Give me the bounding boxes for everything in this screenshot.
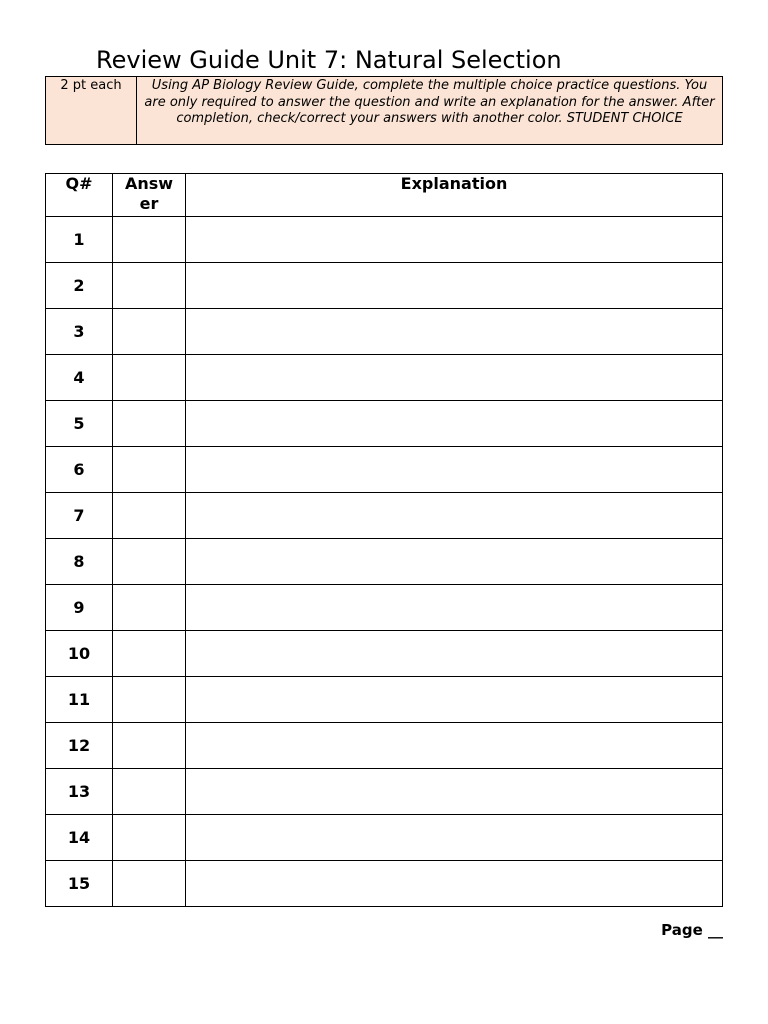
- answer-cell[interactable]: [113, 539, 186, 585]
- table-row: [46, 217, 723, 263]
- answer-cell[interactable]: [113, 861, 186, 907]
- points-cell: 2 pt each: [46, 77, 137, 145]
- table-row: [46, 585, 723, 631]
- answer-cell[interactable]: [113, 263, 186, 309]
- answer-cell[interactable]: [113, 585, 186, 631]
- answer-cell[interactable]: [113, 309, 186, 355]
- table-row: [46, 815, 723, 861]
- header-row: [46, 174, 723, 217]
- answer-cell[interactable]: [113, 447, 186, 493]
- instructions-box: [45, 76, 723, 145]
- answer-table: [45, 173, 723, 907]
- explanation-cell[interactable]: [186, 401, 723, 447]
- answer-cell[interactable]: [113, 815, 186, 861]
- header-question-number: Q#: [46, 174, 113, 217]
- question-number: 4: [46, 355, 113, 401]
- header-explanation: Explanation: [186, 174, 723, 217]
- explanation-cell[interactable]: [186, 355, 723, 401]
- answer-cell[interactable]: [113, 631, 186, 677]
- header-answer: Answ er: [113, 174, 186, 217]
- table-row: [46, 401, 723, 447]
- table-row: [46, 355, 723, 401]
- question-number: 6: [46, 447, 113, 493]
- question-number: 1: [46, 217, 113, 263]
- question-number: 2: [46, 263, 113, 309]
- table-row: [46, 677, 723, 723]
- table-row: [46, 263, 723, 309]
- answer-cell[interactable]: [113, 217, 186, 263]
- question-number: 11: [46, 677, 113, 723]
- table-row: [46, 309, 723, 355]
- explanation-cell[interactable]: [186, 631, 723, 677]
- explanation-cell[interactable]: [186, 447, 723, 493]
- instructions-text: Using AP Biology Review Guide, complete the multiple choice practice questions. You are only required to answer the question and write an explanation for the answer. After completion, check/correct your answers with another color. STUDENT CHOICE: [137, 77, 723, 145]
- table-row: [46, 539, 723, 585]
- question-number: 9: [46, 585, 113, 631]
- explanation-cell[interactable]: [186, 861, 723, 907]
- explanation-cell[interactable]: [186, 815, 723, 861]
- answer-cell[interactable]: [113, 493, 186, 539]
- explanation-cell[interactable]: [186, 769, 723, 815]
- answer-cell[interactable]: [113, 769, 186, 815]
- question-number: 15: [46, 861, 113, 907]
- table-row: [46, 861, 723, 907]
- question-number: 3: [46, 309, 113, 355]
- page-number-label: Page __: [661, 921, 723, 939]
- question-number: 12: [46, 723, 113, 769]
- table-row: [46, 493, 723, 539]
- explanation-cell[interactable]: [186, 677, 723, 723]
- answer-cell[interactable]: [113, 723, 186, 769]
- question-number: 14: [46, 815, 113, 861]
- explanation-cell[interactable]: [186, 217, 723, 263]
- question-number: 13: [46, 769, 113, 815]
- question-number: 8: [46, 539, 113, 585]
- answer-cell[interactable]: [113, 355, 186, 401]
- question-number: 10: [46, 631, 113, 677]
- answer-cell[interactable]: [113, 677, 186, 723]
- table-row: [46, 631, 723, 677]
- table-row: [46, 447, 723, 493]
- explanation-cell[interactable]: [186, 539, 723, 585]
- explanation-cell[interactable]: [186, 493, 723, 539]
- answer-cell[interactable]: [113, 401, 186, 447]
- explanation-cell[interactable]: [186, 263, 723, 309]
- question-number: 5: [46, 401, 113, 447]
- page-title: Review Guide Unit 7: Natural Selection: [96, 46, 562, 74]
- table-row: [46, 723, 723, 769]
- explanation-cell[interactable]: [186, 309, 723, 355]
- question-number: 7: [46, 493, 113, 539]
- explanation-cell[interactable]: [186, 585, 723, 631]
- table-row: [46, 769, 723, 815]
- explanation-cell[interactable]: [186, 723, 723, 769]
